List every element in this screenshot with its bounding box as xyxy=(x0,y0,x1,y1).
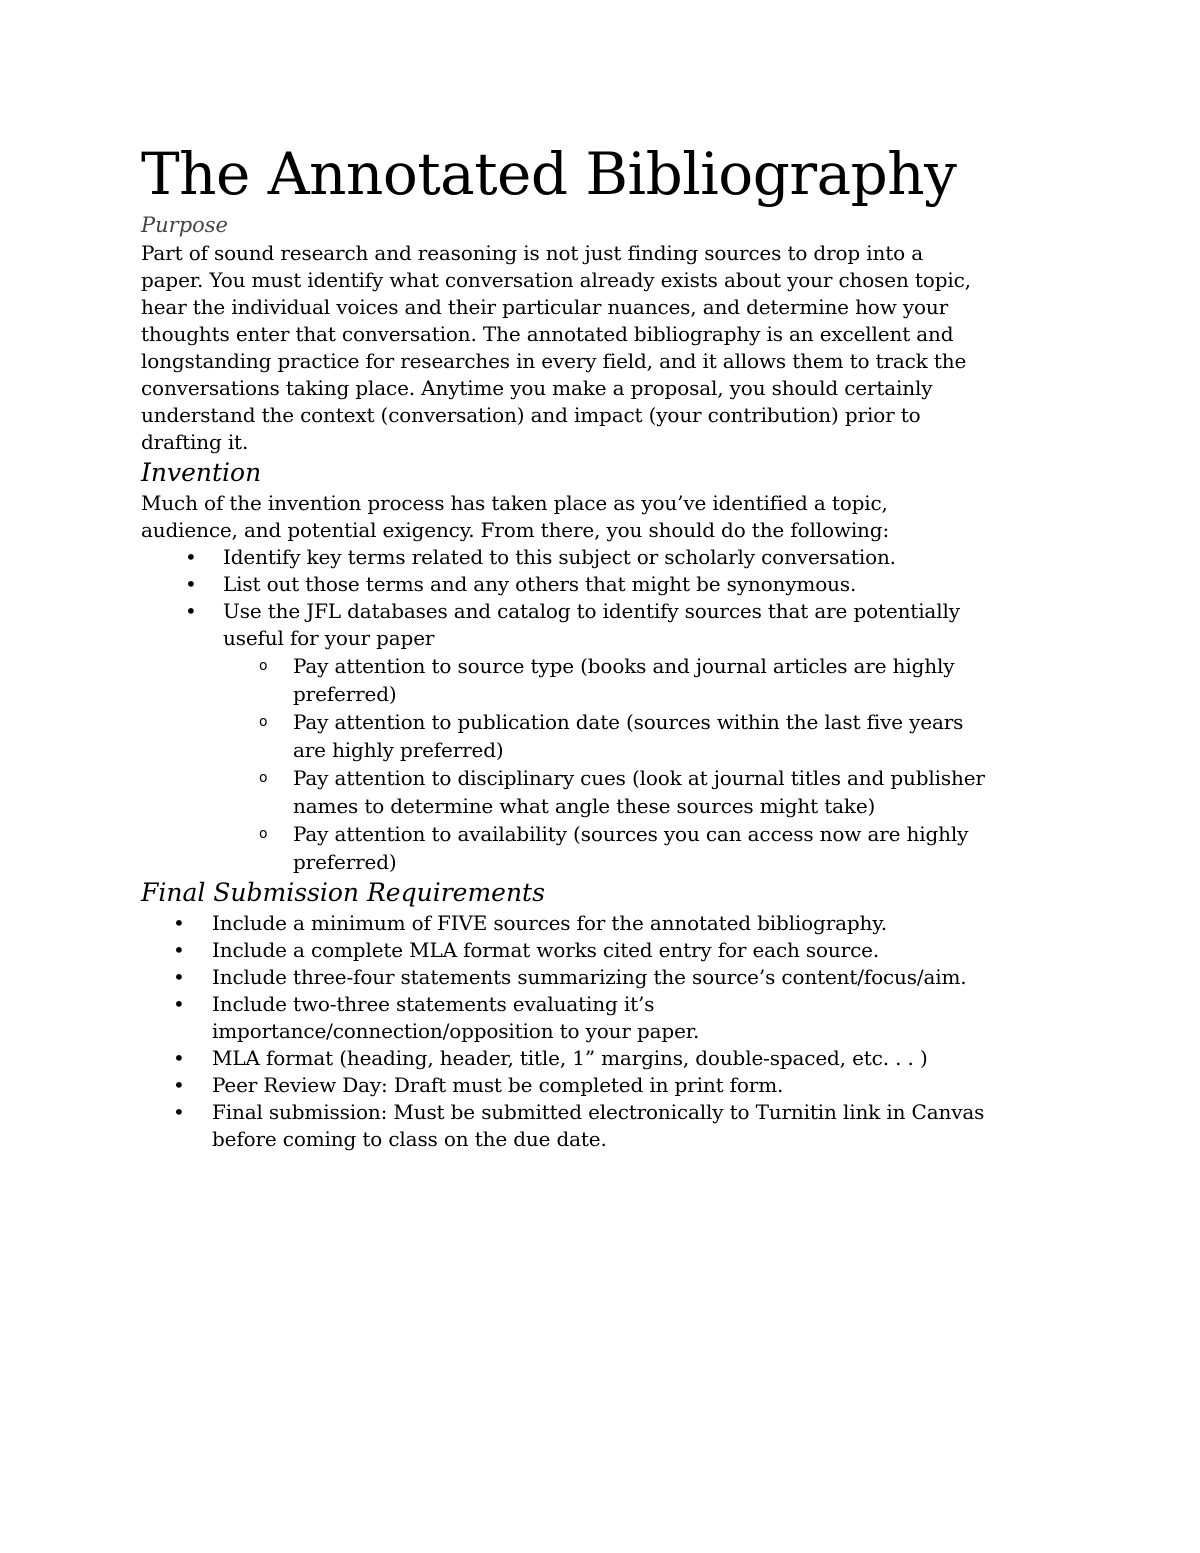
list-item xyxy=(141,910,1071,937)
list-item-text: Include two-three statements evaluating it’s xyxy=(212,992,655,1016)
purpose-line: paper. You must identify what conversation already exists about your chosen topic, xyxy=(141,268,971,292)
invention-list xyxy=(141,544,1071,876)
purpose-line: drafting it. xyxy=(141,430,249,454)
document-title: The Annotated Bibliography xyxy=(141,140,957,208)
sub-list-item-text: preferred) xyxy=(293,850,397,874)
list-item xyxy=(141,1045,1071,1072)
final-submission-list xyxy=(141,910,1071,1153)
purpose-paragraph xyxy=(141,240,1071,456)
list-item-text: importance/connection/opposition to your paper. xyxy=(212,1019,700,1043)
purpose-line: longstanding practice for researches in every field, and it allows them to track the xyxy=(141,349,967,373)
list-item xyxy=(141,1072,1071,1099)
list-item-text: before coming to class on the due date. xyxy=(212,1127,607,1151)
bullet-icon: • xyxy=(185,599,197,623)
purpose-heading: Purpose xyxy=(141,213,228,237)
list-item-text: Peer Review Day: Draft must be completed in print form. xyxy=(212,1073,784,1097)
list-item-text: useful for your paper xyxy=(223,626,435,650)
sub-list-item-text: names to determine what angle these sources might take) xyxy=(293,794,876,818)
purpose-line: understand the context (conversation) and impact (your contribution) prior to xyxy=(141,403,921,427)
invention-heading: Invention xyxy=(141,458,262,487)
sub-list-item xyxy=(223,764,1071,820)
bullet-icon: • xyxy=(185,572,197,596)
list-item-text: Final submission: Must be submitted electronically to Turnitin link in Canvas xyxy=(212,1100,985,1124)
list-item xyxy=(141,1099,1071,1153)
list-item xyxy=(141,937,1071,964)
invention-intro-paragraph xyxy=(141,490,1071,544)
invention-intro-line: audience, and potential exigency. From there, you should do the following: xyxy=(141,518,890,542)
list-item-text: MLA format (heading, header, title, 1” margins, double-spaced, etc. . . ) xyxy=(212,1046,928,1070)
invention-intro-line: Much of the invention process has taken place as you’ve identified a topic, xyxy=(141,491,888,515)
bullet-icon: • xyxy=(185,545,197,569)
purpose-line: conversations taking place. Anytime you make a proposal, you should certainly xyxy=(141,376,933,400)
list-item-text: Include three-four statements summarizing the source’s content/focus/aim. xyxy=(212,965,967,989)
sub-list-item-text: Pay attention to source type (books and journal articles are highly xyxy=(293,654,955,678)
sub-list-item xyxy=(223,708,1071,764)
bullet-icon: • xyxy=(173,965,185,989)
bullet-icon: • xyxy=(173,938,185,962)
list-item xyxy=(141,991,1071,1045)
list-item-text: Identify key terms related to this subject or scholarly conversation. xyxy=(223,545,896,569)
bullet-icon: • xyxy=(173,1046,185,1070)
sub-list-item-text: Pay attention to publication date (sources within the last five years xyxy=(293,710,964,734)
purpose-line: thoughts enter that conversation. The annotated bibliography is an excellent and xyxy=(141,322,954,346)
list-item-text: List out those terms and any others that might be synonymous. xyxy=(223,572,857,596)
sub-list-item-text: Pay attention to availability (sources you can access now are highly xyxy=(293,822,969,846)
list-item xyxy=(141,598,1071,876)
circle-bullet-icon: o xyxy=(259,714,268,730)
bullet-icon: • xyxy=(173,1073,185,1097)
sub-list-item-text: are highly preferred) xyxy=(293,738,504,762)
list-item xyxy=(141,571,1071,598)
bullet-icon: • xyxy=(173,992,185,1016)
purpose-line: Part of sound research and reasoning is not just finding sources to drop into a xyxy=(141,241,923,265)
circle-bullet-icon: o xyxy=(259,770,268,786)
final-submission-heading: Final Submission Requirements xyxy=(141,878,545,907)
bullet-icon: • xyxy=(173,1100,185,1124)
sub-list xyxy=(223,652,1071,876)
sub-list-item xyxy=(223,820,1071,876)
list-item xyxy=(141,544,1071,571)
list-item-text: Use the JFL databases and catalog to identify sources that are potentially xyxy=(223,599,960,623)
circle-bullet-icon: o xyxy=(259,658,268,674)
list-item-text: Include a complete MLA format works cited entry for each source. xyxy=(212,938,880,962)
sub-list-item-text: Pay attention to disciplinary cues (look at journal titles and publisher xyxy=(293,766,985,790)
purpose-line: hear the individual voices and their particular nuances, and determine how your xyxy=(141,295,949,319)
bullet-icon: • xyxy=(173,911,185,935)
sub-list-item-text: preferred) xyxy=(293,682,397,706)
circle-bullet-icon: o xyxy=(259,826,268,842)
list-item xyxy=(141,964,1071,991)
document-content xyxy=(141,138,1071,1153)
sub-list-item xyxy=(223,652,1071,708)
list-item-text: Include a minimum of FIVE sources for the annotated bibliography. xyxy=(212,911,887,935)
